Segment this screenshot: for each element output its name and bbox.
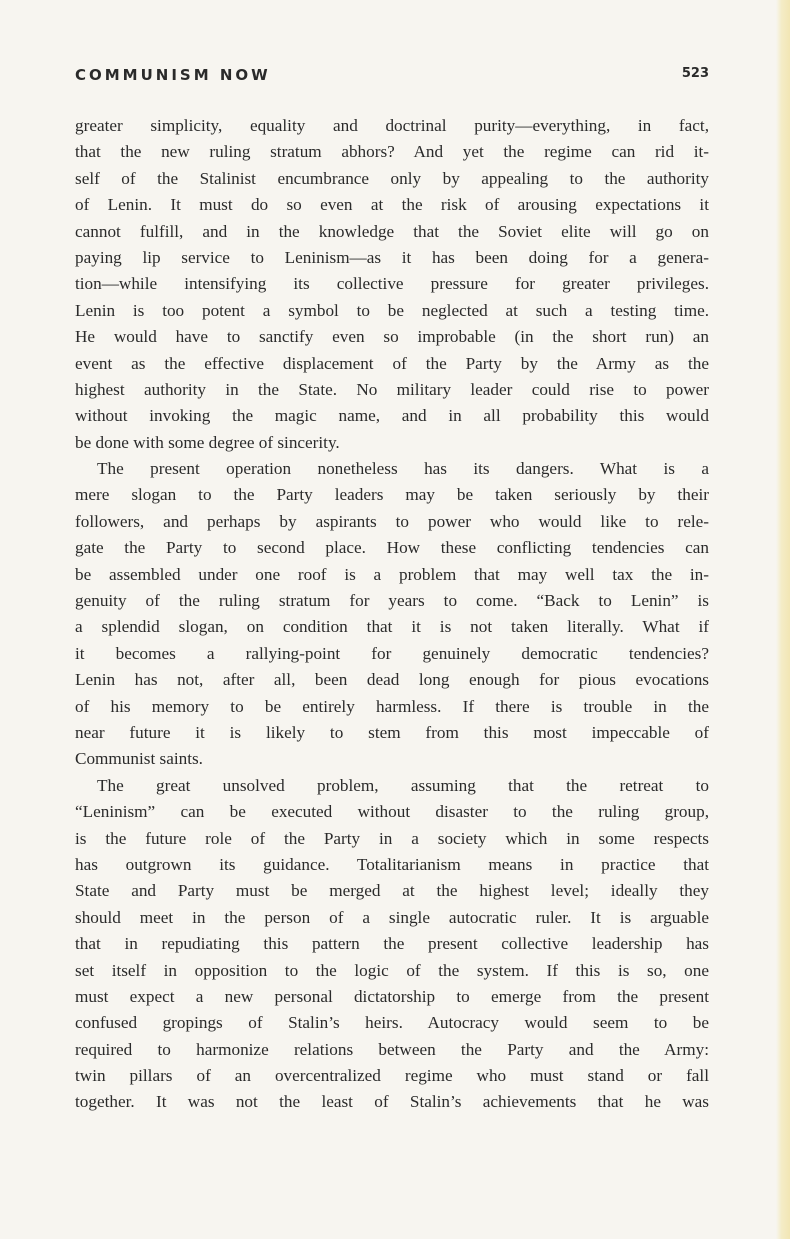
page-gutter — [776, 0, 790, 1239]
text-line: Communist saints. — [75, 749, 203, 769]
paragraph — [75, 113, 709, 456]
text-line: paying lip service to Leninism—as it has been doing for a genera- — [75, 247, 709, 267]
text-line: highest authority in the State. No military leader could rise to power — [75, 379, 709, 399]
text-line: that in repudiating this pattern the present collective leadership has — [75, 934, 709, 954]
text-line: genuity of the ruling stratum for years to come. “Back to Lenin” is — [75, 591, 709, 611]
text-line: of his memory to be entirely harmless. If there is trouble in the — [75, 696, 709, 716]
running-header — [75, 66, 709, 88]
text-line: it becomes a rallying-point for genuinely democratic tendencies? — [75, 643, 709, 663]
text-line: should meet in the person of a single autocratic ruler. It is arguable — [75, 907, 709, 927]
text-line: Lenin has not, after all, been dead long enough for pious evocations — [75, 670, 709, 690]
text-line: followers, and perhaps by aspirants to power who would like to rele- — [75, 511, 709, 531]
text-line: near future it is likely to stem from this most impeccable of — [75, 722, 709, 742]
text-line: together. It was not the least of Stalin’s achievements that he was — [75, 1092, 709, 1112]
text-line: is the future role of the Party in a society which in some respects — [75, 828, 709, 848]
text-line: of Lenin. It must do so even at the risk of arousing expectations it — [75, 195, 709, 215]
paragraph — [75, 773, 709, 1116]
body-text — [75, 113, 709, 1116]
text-line: Lenin is too potent a symbol to be neglected at such a testing time. — [75, 300, 709, 320]
text-line: He would have to sanctify even so improbable (in the short run) an — [75, 327, 709, 347]
running-title: COMMUNISM NOW — [75, 66, 271, 84]
text-line: a splendid slogan, on condition that it is not taken literally. What if — [75, 617, 709, 637]
text-line: has outgrown its guidance. Totalitarianism means in practice that — [75, 854, 709, 874]
page-number: 523 — [681, 66, 709, 81]
text-line: mere slogan to the Party leaders may be taken seriously by their — [75, 485, 709, 505]
text-line: The present operation nonetheless has its dangers. What is a — [97, 459, 709, 479]
text-line: set itself in opposition to the logic of the system. If this is so, one — [75, 960, 709, 980]
text-line: without invoking the magic name, and in all probability this would — [75, 406, 709, 426]
text-line: gate the Party to second place. How these conflicting tendencies can — [75, 538, 709, 558]
text-line: required to harmonize relations between the Party and the Army: — [75, 1039, 709, 1059]
text-line: confused gropings of Stalin’s heirs. Autocracy would seem to be — [75, 1013, 709, 1033]
paragraph — [75, 456, 709, 773]
text-line: The great unsolved problem, assuming that the retreat to — [97, 775, 709, 795]
text-line: be done with some degree of sincerity. — [75, 432, 340, 452]
text-line: be assembled under one roof is a problem that may well tax the in- — [75, 564, 709, 584]
text-line: tion—while intensifying its collective pressure for greater privileges. — [75, 274, 709, 294]
text-line: greater simplicity, equality and doctrinal purity—everything, in fact, — [75, 116, 709, 135]
text-line: cannot fulfill, and in the knowledge that the Soviet elite will go on — [75, 221, 709, 241]
text-line: event as the effective displacement of the Party by the Army as the — [75, 353, 709, 373]
text-line: State and Party must be merged at the highest level; ideally they — [75, 881, 709, 901]
text-line: “Leninism” can be executed without disaster to the ruling group, — [75, 802, 709, 822]
text-line: twin pillars of an overcentralized regime who must stand or fall — [75, 1066, 709, 1086]
text-line: that the new ruling stratum abhors? And yet the regime can rid it- — [75, 142, 709, 162]
text-line: self of the Stalinist encumbrance only by appealing to the authority — [75, 168, 709, 188]
text-line: must expect a new personal dictatorship to emerge from the present — [75, 986, 709, 1006]
